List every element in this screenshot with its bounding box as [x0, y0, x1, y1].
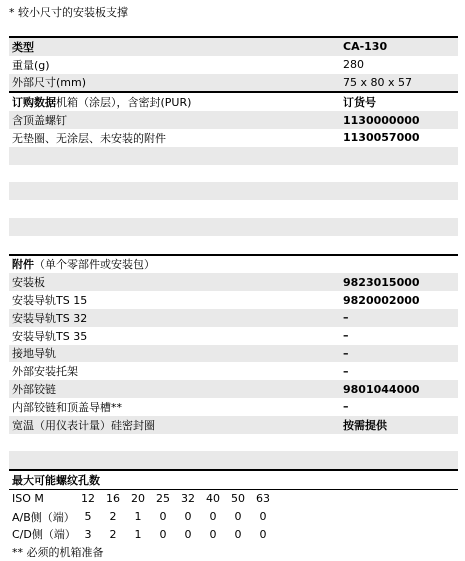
order-header-label: 订购数据机箱（涂层），含密封(PUR)	[12, 96, 192, 110]
empty-row	[9, 236, 458, 254]
thread-count-cell: 2	[109, 527, 117, 541]
iso-size-cell: 32	[181, 492, 195, 506]
thread-count-cell: 5	[84, 510, 92, 524]
thread-count-cell: 1	[134, 510, 142, 524]
thread-count-cell: 0	[184, 527, 192, 541]
accessory-label: 接地导轨	[12, 347, 56, 361]
empty-row	[9, 451, 458, 469]
thread-count-cell: 3	[84, 527, 92, 541]
accessory-row	[9, 362, 458, 380]
empty-row	[9, 218, 458, 236]
thread-count-cell: 0	[259, 510, 267, 524]
accessory-label: 宽温（用仪表计量）硅密封圈	[12, 418, 155, 432]
thread-title: 最大可能螺纹孔数	[12, 474, 100, 488]
type-label: 类型	[12, 40, 34, 54]
accessories-header-label: 附件（单个零部件或安装包）	[12, 258, 155, 272]
accessory-row	[9, 398, 458, 416]
footnote-row	[9, 543, 458, 561]
thread-count-cell: 0	[234, 510, 242, 524]
iso-size-cell: 40	[206, 492, 220, 506]
thread-count-row	[9, 508, 458, 526]
empty-row	[9, 165, 458, 183]
empty-row	[9, 434, 458, 452]
side-label: A/B侧（端）	[12, 510, 75, 524]
iso-size-cell: 50	[231, 492, 245, 506]
thread-count-cell: 0	[184, 510, 192, 524]
thread-count-row	[9, 526, 458, 544]
order-item-label: 无垫圈、无涂层、未安装的附件	[12, 131, 166, 145]
accessory-row	[9, 416, 458, 434]
iso-size-cell: 25	[156, 492, 170, 506]
order-number-header: 订货号	[343, 96, 376, 110]
dimensions-label: 外部尺寸(mm)	[12, 76, 87, 90]
side-label: C/D侧（端）	[12, 528, 76, 542]
empty-row	[9, 182, 458, 200]
type-row	[9, 38, 458, 56]
accessories-header-row	[9, 256, 458, 274]
dimensions-value: 75 x 80 x 57	[343, 75, 412, 89]
accessory-number: –	[343, 311, 349, 325]
weight-row	[9, 56, 458, 74]
order-item-label: 含顶盖螺钉	[12, 114, 67, 128]
accessory-row	[9, 380, 458, 398]
weight-value: 280	[343, 58, 364, 72]
thread-count-cell: 1	[134, 527, 142, 541]
order-row	[9, 129, 458, 147]
thread-count-cell: 0	[259, 527, 267, 541]
spec-sheet	[9, 36, 458, 561]
order-item-number: 1130000000	[343, 113, 420, 127]
accessory-label: 安装导轨TS 35	[12, 329, 88, 343]
order-item-number: 1130057000	[343, 131, 420, 145]
accessory-label: 安装导轨TS 32	[12, 311, 88, 325]
accessory-row	[9, 273, 458, 291]
accessory-row	[9, 291, 458, 309]
thread-count-cell: 2	[109, 510, 117, 524]
accessory-label: 外部安装托架	[12, 365, 78, 379]
iso-size-cell: 12	[81, 492, 95, 506]
accessory-row	[9, 345, 458, 363]
order-row	[9, 111, 458, 129]
accessory-number: –	[343, 346, 349, 360]
thread-count-cell: 0	[209, 527, 217, 541]
dimensions-row	[9, 74, 458, 92]
accessory-label: 安装板	[12, 276, 45, 290]
iso-label: ISO M	[12, 492, 44, 506]
accessory-number: –	[343, 364, 349, 378]
accessory-number: 9801044000	[343, 382, 420, 396]
accessory-label: 内部铰链和顶盖导槽**	[12, 400, 122, 414]
iso-size-row	[9, 490, 458, 508]
iso-size-cell: 16	[106, 492, 120, 506]
empty-row	[9, 200, 458, 218]
accessory-number: –	[343, 400, 349, 414]
accessory-number: 按需提供	[343, 418, 387, 432]
thread-title-row	[9, 471, 458, 489]
accessory-number: –	[343, 329, 349, 343]
type-value: CA-130	[343, 40, 388, 54]
thread-count-cell: 0	[159, 510, 167, 524]
thread-count-cell: 0	[234, 527, 242, 541]
iso-size-cell: 63	[256, 492, 270, 506]
accessory-label: 安装导轨TS 15	[12, 294, 88, 308]
accessory-label: 外部铰链	[12, 383, 56, 397]
accessory-number: 9823015000	[343, 275, 420, 289]
top-note: * 较小尺寸的安装板支撑	[9, 6, 128, 19]
footnote: ** 必须的机箱准备	[12, 546, 104, 560]
thread-count-cell: 0	[159, 527, 167, 541]
accessory-number: 9820002000	[343, 293, 420, 307]
empty-row	[9, 147, 458, 165]
weight-label: 重量(g)	[12, 58, 50, 72]
thread-count-cell: 0	[209, 510, 217, 524]
accessory-row	[9, 327, 458, 345]
accessory-row	[9, 309, 458, 327]
order-header-row	[9, 93, 458, 111]
iso-size-cell: 20	[131, 492, 145, 506]
